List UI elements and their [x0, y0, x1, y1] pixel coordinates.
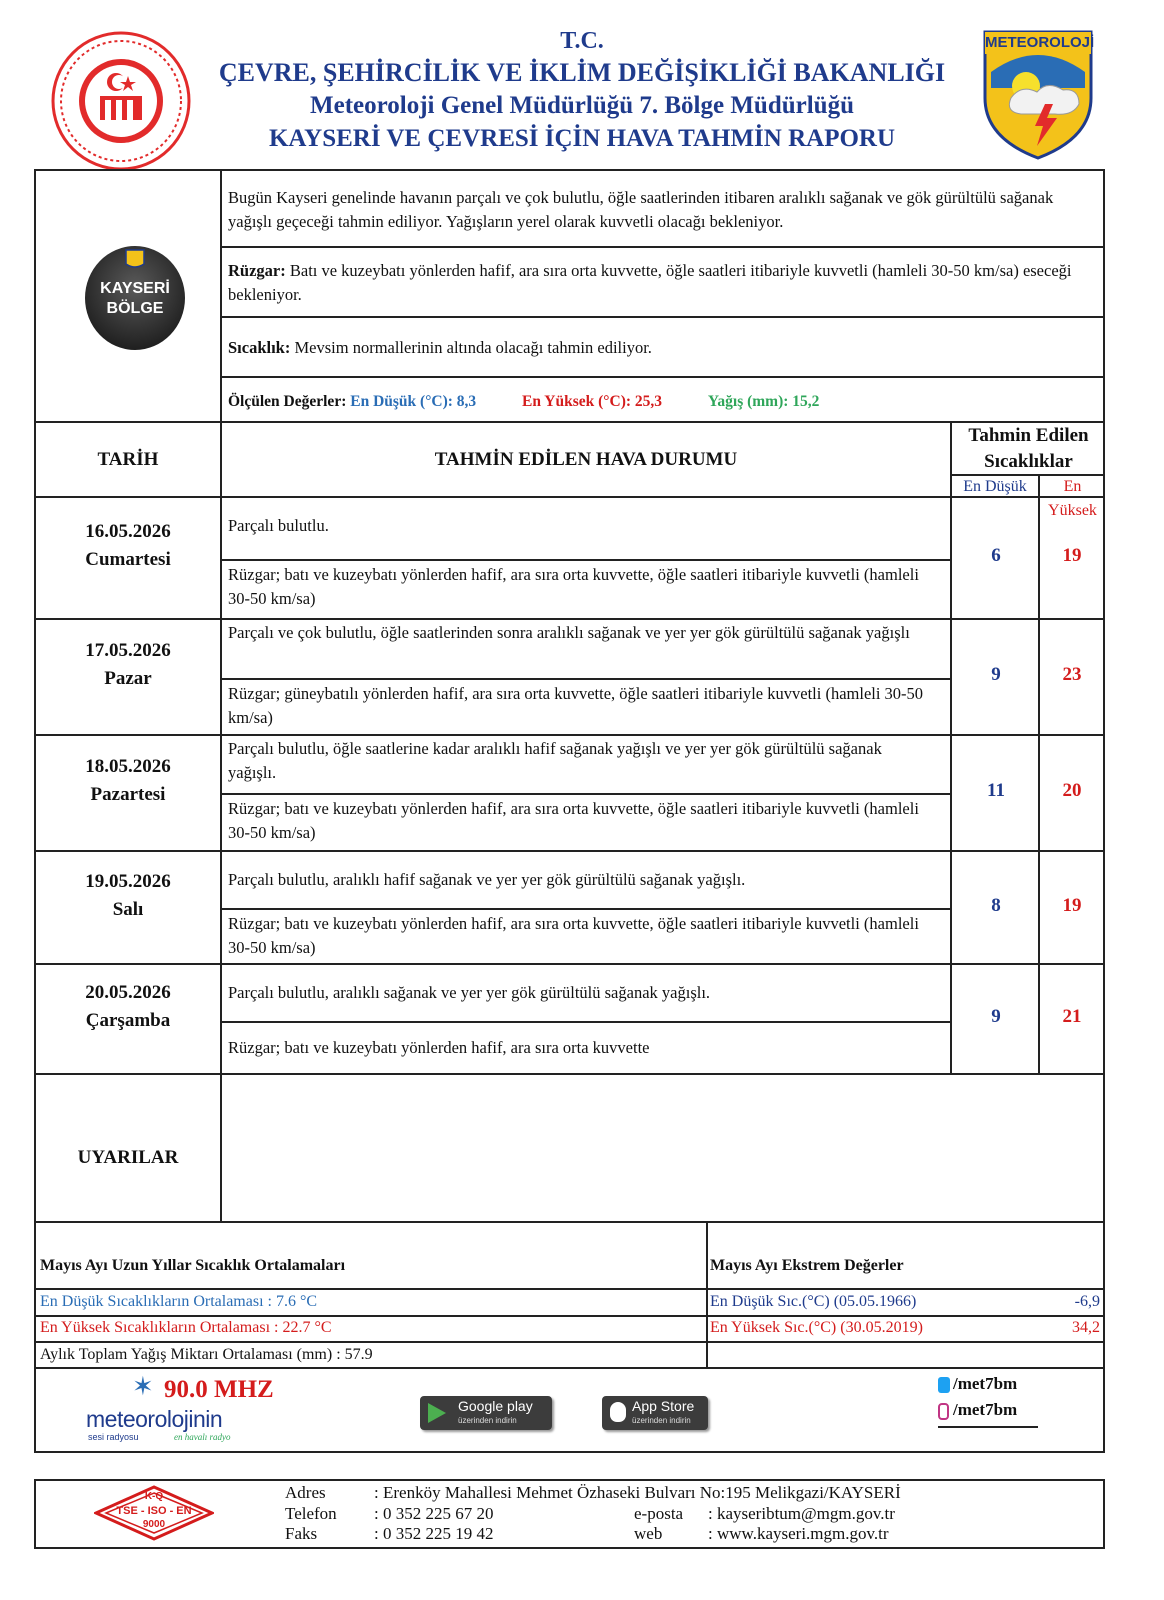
divider [34, 734, 1105, 736]
divider [220, 1021, 950, 1023]
divider [220, 793, 950, 795]
divider [220, 246, 1105, 248]
summary-wind [228, 259, 1098, 307]
divider [34, 618, 1105, 620]
climate-ext-min-value: -6,9 [1074, 1293, 1100, 1310]
day-weather: Parçalı bulutlu, aralıklı sağanak ve yer yer gök gürültülü sağanak yağışlı. [228, 983, 711, 1002]
region-badge [84, 240, 186, 352]
divider [220, 559, 950, 561]
divider [220, 169, 222, 1223]
measured-label: Ölçülen Değerler: [228, 393, 347, 410]
measured-min: En Düşük (°C): 8,3 [350, 393, 477, 410]
climate-avg-max: En Yüksek Sıcaklıkların Ortalaması : 22.7 °C [40, 1319, 332, 1336]
summary-temp [228, 336, 1098, 360]
divider [220, 908, 950, 910]
col-header-date: TARİH [97, 449, 159, 470]
day-min-temp: 8 [991, 894, 1001, 916]
measured-max: En Yüksek (°C): 25,3 [522, 393, 663, 410]
day-min-temp: 9 [991, 664, 1001, 685]
meteoroloji-logo [981, 28, 1095, 160]
warnings-label: UYARILAR [77, 1147, 179, 1168]
divider [34, 421, 1105, 423]
climate-ext-min-label: En Düşük Sıc.(°C) (05.05.1966) [710, 1293, 917, 1310]
day-wind: Rüzgar; batı ve kuzeybatı yönlerden hafif, ara sıra orta kuvvette, öğle saatleri itibariyle kuvvetli (hamleli 30-50 km/sa) [228, 799, 919, 842]
col-header-forecast: TAHMİN EDİLEN HAVA DURUMU [434, 449, 738, 470]
google-play-icon [428, 1403, 446, 1423]
divider [220, 376, 1105, 378]
twitter-handle: /met7bm [953, 1374, 1018, 1393]
climate-left-title: Mayıs Ayı Uzun Yıllar Sıcaklık Ortalamaları [40, 1257, 346, 1274]
kq-bottom: 9000 [142, 1519, 166, 1530]
instagram-handle: /met7bm [953, 1400, 1018, 1419]
day-max-temp: 23 [1062, 664, 1082, 685]
day-weather: Parçalı bulutlu. [228, 516, 329, 535]
footer-fax-value: : 0 352 225 19 42 [374, 1524, 494, 1543]
radio-sub: sesi radyosu [88, 1432, 139, 1442]
divider [34, 850, 1105, 852]
star-icon: ✶ [132, 1372, 154, 1401]
header-directorate: Meteoroloji Genel Müdürlüğü 7. Bölge Müdürlüğü [310, 92, 854, 119]
col-header-min: En Düşük [963, 478, 1027, 495]
google-play-sub: üzerinden indirin [458, 1416, 517, 1425]
region-badge-line2: BÖLGE [106, 300, 164, 317]
summary-general: Bugün Kayseri genelinde havanın parçalı ve çok bulutlu, öğle saatlerinden itibaren aralıklı sağanak ve gök gürültülü sağanak yağışlı geçeceği tahmin ediliyor. Yağışların yerel olarak kuvvetli olacağı bekleniyor. [228, 188, 1054, 231]
divider [34, 496, 1105, 498]
day-wind: Rüzgar; batı ve kuzeybatı yönlerden hafif, ara sıra orta kuvvette, öğle saatleri itibariyle kuvvetli (hamleli 30-50 km/sa) [228, 914, 919, 957]
instagram-link[interactable] [938, 1400, 1038, 1428]
col-header-max: En Yüksek [1048, 478, 1097, 519]
day-wind: Rüzgar; batı ve kuzeybatı yönlerden hafif, ara sıra orta kuvvette [228, 1038, 650, 1057]
app-store-sub: üzerinden indirin [632, 1416, 691, 1425]
app-store-label: App Store [632, 1398, 695, 1414]
kq-certificate-logo [94, 1485, 214, 1541]
footer-email-label: e-posta [634, 1504, 684, 1523]
divider [220, 316, 1105, 318]
divider [950, 421, 952, 1073]
day-name: Pazar [104, 668, 152, 689]
radio-freq: 90.0 MHZ [164, 1376, 274, 1403]
day-min-temp: 9 [991, 1006, 1001, 1027]
day-max-temp: 21 [1062, 1006, 1082, 1027]
climate-avg-rain: Aylık Toplam Yağış Miktarı Ortalaması (mm) : 57.9 [40, 1346, 373, 1363]
kq-mid: TSE - ISO - EN [116, 1505, 192, 1517]
twitter-link[interactable] [938, 1374, 1038, 1398]
day-weather: Parçalı bulutlu, aralıklı hafif sağanak ve yer yer gök gürültülü sağanak yağışlı. [228, 870, 746, 889]
day-wind: Rüzgar; batı ve kuzeybatı yönlerden hafif, ara sıra orta kuvvette, öğle saatleri itibariyle kuvvetli (hamleli 30-50 km/sa) [228, 565, 919, 608]
day-min-temp: 6 [991, 545, 1001, 566]
instagram-icon [938, 1403, 949, 1420]
meteoroloji-logo-text: METEOROLOJİ [985, 34, 1095, 51]
header-tc: T.C. [560, 28, 604, 54]
measured-values [228, 390, 1098, 414]
apple-icon [610, 1402, 626, 1422]
footer-address-label: Adres [285, 1483, 326, 1502]
day-weather: Parçalı bulutlu, öğle saatlerine kadar aralıklı hafif sağanak yağışlı ve yer yer gök gürültülü sağanak yağışlı. [228, 739, 882, 782]
day-max-temp: 19 [1062, 894, 1082, 916]
twitter-icon [938, 1377, 950, 1393]
warnings-content [222, 1075, 1103, 1221]
day-date: 20.05.2026 [85, 982, 171, 1003]
divider [34, 963, 1105, 965]
footer-fax-label: Faks [285, 1524, 318, 1543]
col-header-temps-2: Sıcaklıklar [984, 451, 1073, 472]
day-min-temp: 11 [987, 780, 1005, 801]
measured-rain: Yağış (mm): 15,2 [707, 393, 820, 410]
footer-address-value: : Erenköy Mahallesi Mehmet Özhaseki Bulvarı No:195 Melikgazi/KAYSERİ [374, 1483, 901, 1502]
day-name: Çarşamba [85, 1010, 171, 1031]
footer-phone-label: Telefon [285, 1504, 337, 1523]
day-date: 18.05.2026 [85, 756, 171, 777]
footer-web-label: web [634, 1524, 663, 1543]
google-play-label: Google play [458, 1398, 533, 1414]
day-name: Cumartesi [85, 549, 171, 570]
summary-temp-text: Mevsim normallerinin altında olacağı tahmin ediliyor. [290, 338, 652, 357]
app-store-button[interactable] [602, 1396, 708, 1430]
climate-ext-max-value: 34,2 [1072, 1319, 1100, 1336]
footer-email-value[interactable]: : kayseribtum@mgm.gov.tr [708, 1504, 895, 1523]
radio-logo [84, 1374, 284, 1446]
climate-right-title: Mayıs Ayı Ekstrem Değerler [710, 1257, 904, 1274]
day-name: Pazartesi [90, 784, 166, 805]
climate-avg-min: En Düşük Sıcaklıkların Ortalaması : 7.6 °C [40, 1293, 318, 1310]
kq-top: K-Q [144, 1491, 164, 1502]
footer-web-value[interactable]: : www.kayseri.mgm.gov.tr [708, 1524, 889, 1543]
day-date: 19.05.2026 [85, 870, 171, 892]
day-date: 17.05.2026 [85, 640, 171, 661]
google-play-button[interactable] [420, 1396, 552, 1430]
summary-temp-label: Sıcaklık: [228, 338, 291, 357]
day-name: Salı [112, 898, 144, 920]
day-max-temp: 19 [1062, 545, 1082, 566]
region-badge-line1: KAYSERİ [100, 280, 170, 297]
radio-slogan: en havalı radyo [174, 1432, 231, 1442]
col-header-temps-1: Tahmin Edilen [968, 425, 1089, 446]
radio-name: meteorolojinin [86, 1406, 223, 1432]
day-date: 16.05.2026 [85, 521, 171, 542]
header-report-title: KAYSERİ VE ÇEVRESİ İÇİN HAVA TAHMİN RAPORU [268, 125, 896, 152]
day-wind: Rüzgar; güneybatılı yönlerden hafif, ara sıra orta kuvvette, öğle saatleri itibariyle kuvvetli (hamleli 30-50 km/sa) [228, 684, 924, 727]
day-max-temp: 20 [1062, 780, 1082, 801]
header-ministry: ÇEVRE, ŞEHİRCİLİK VE İKLİM DEĞİŞİKLİĞİ BAKANLIĞI [218, 58, 946, 87]
summary-wind-text: Batı ve kuzeybatı yönlerden hafif, ara sıra orta kuvvette, öğle saatleri itibariyle kuvvetli (hamleli 30-50 km/sa) eseceği bekleniyor. [228, 261, 1072, 304]
summary-wind-label: Rüzgar: [228, 261, 286, 280]
climate-ext-max-label: En Yüksek Sıc.(°C) (30.05.2019) [710, 1319, 923, 1336]
footer-phone-value: : 0 352 225 67 20 [374, 1504, 494, 1523]
divider [220, 678, 950, 680]
day-weather: Parçalı ve çok bulutlu, öğle saatlerinden sonra aralıklı sağanak ve yer yer gök gürültülü sağanak yağışlı [228, 623, 910, 642]
